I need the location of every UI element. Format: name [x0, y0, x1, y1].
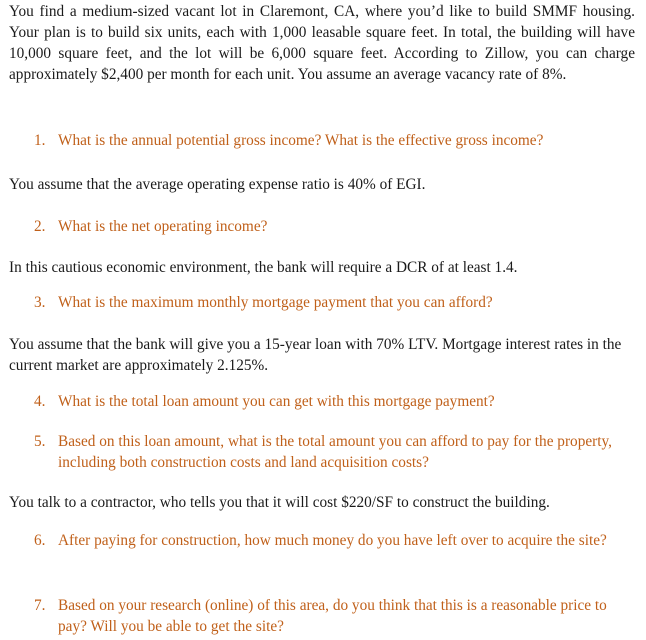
question-text: Based on your research (online) of this area, do you think that this is a reasonable price to pay? Will you be able to get the site?	[58, 597, 607, 635]
dcr-paragraph: In this cautious economic environment, the bank will require a DCR of at least 1.4.	[9, 259, 518, 276]
question-5	[34, 431, 634, 473]
question-number: 3.	[34, 294, 46, 311]
question-text: Based on this loan amount, what is the total amount you can afford to pay for the property, including both construction costs and land acquisition costs?	[58, 433, 612, 471]
question-number: 7.	[34, 597, 46, 614]
question-7	[34, 595, 634, 637]
expense-paragraph: You assume that the average operating expense ratio is 40% of EGI.	[9, 176, 426, 193]
question-3	[34, 292, 634, 313]
contractor-paragraph: You talk to a contractor, who tells you that it will cost $220/SF to construct the building.	[9, 494, 550, 511]
question-text: What is the maximum monthly mortgage payment that you can afford?	[58, 294, 493, 311]
question-text: What is the total loan amount you can get with this mortgage payment?	[58, 393, 495, 410]
question-number: 1.	[34, 132, 46, 149]
question-text: After paying for construction, how much money do you have left over to acquire the site?	[58, 532, 607, 549]
question-text: What is the annual potential gross income? What is the effective gross income?	[58, 132, 544, 149]
question-2	[34, 216, 634, 237]
question-number: 6.	[34, 532, 46, 549]
question-1	[34, 130, 634, 151]
intro-paragraph: You find a medium-sized vacant lot in Claremont, CA, where you’d like to build SMMF housing. Your plan is to build six units, each with 1,000 leasable square feet. In total, the building will have 10,000 square feet, and the lot will be 6,000 square feet. According to Zillow, you can charge approximately $2,400 per month for each unit. You assume an average vacancy rate of 8%.	[9, 3, 635, 83]
question-number: 4.	[34, 393, 46, 410]
question-6	[34, 530, 634, 551]
question-number: 2.	[34, 218, 46, 235]
question-text: What is the net operating income?	[58, 218, 268, 235]
question-number: 5.	[34, 433, 46, 450]
question-4	[34, 391, 634, 412]
loan-paragraph: You assume that the bank will give you a 15-year loan with 70% LTV. Mortgage interest rates in the current market are approximately 2.125%.	[9, 336, 622, 374]
